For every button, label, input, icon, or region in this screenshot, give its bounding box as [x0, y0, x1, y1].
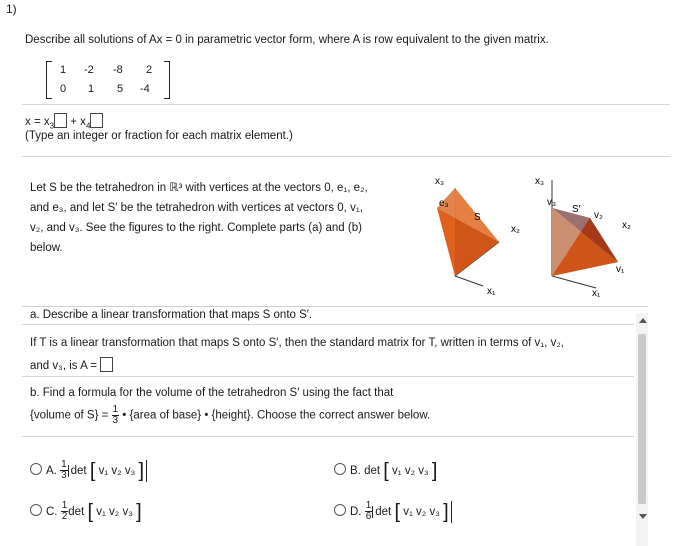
plus-x-label: + x: [70, 116, 86, 128]
matrix-cell: 0: [60, 83, 67, 95]
option-a[interactable]: [30, 460, 147, 483]
tetrahedron-s-prime-figure: [530, 168, 640, 298]
formula-right: • {area of base} • {height}. Choose the correct answer below.: [122, 409, 431, 422]
part-a-question-line2: [30, 357, 113, 372]
fig1-s-label: S: [474, 212, 481, 223]
fig1-x2-label: x₂: [511, 224, 520, 235]
answer-hint: (Type an integer or fraction for each matrix element.): [25, 130, 293, 142]
bracket-right: ]: [136, 501, 142, 523]
matrix-right-bracket: [164, 61, 170, 99]
radio-option-a[interactable]: [30, 463, 42, 475]
divider: [22, 436, 634, 437]
divider: [22, 104, 670, 105]
matrix-cell: -8: [113, 64, 123, 76]
matrix-a-answer-box[interactable]: [100, 357, 113, 372]
fraction-numerator: 1: [61, 500, 68, 512]
divider: [22, 376, 634, 377]
one-third-fraction: [112, 405, 120, 426]
bracket-right: ]: [138, 460, 147, 482]
option-letter: A.: [46, 465, 57, 477]
tetrahedron-s-figure: [425, 168, 525, 298]
bracket-left: [: [89, 460, 96, 482]
intro-line: below.: [30, 242, 63, 254]
fig2-v2-label: v₂: [594, 210, 603, 221]
option-det: det: [364, 465, 381, 477]
matrix-cell: -2: [84, 64, 94, 76]
option-vectors: v₁ v₂ v₃: [96, 506, 133, 518]
matrix-cell: 5: [117, 83, 124, 95]
bracket-right: ]: [431, 460, 438, 482]
fig2-v1-label: v₁: [616, 264, 625, 275]
part-b-title: b. Find a formula for the volume of the tetrahedron S′ using the fact that: [30, 387, 394, 399]
option-det: det: [372, 506, 391, 518]
option-det: det: [68, 506, 85, 518]
fig2-sprime-label: S′: [572, 204, 581, 215]
tetrahedron-intro: [30, 178, 415, 258]
fig1-x3-label: x₃: [435, 176, 445, 187]
fraction-denominator: 3: [112, 415, 119, 426]
intro-line: v₂, and v₃. See the figures to the right. Complete parts (a) and (b): [30, 222, 362, 234]
option-vectors: v₁ v₂ v₃: [403, 506, 440, 518]
part-a-prefix: and v₃, is A =: [30, 360, 98, 372]
matrix-left-bracket: [46, 61, 52, 99]
fig1-x1-label: x₁: [487, 286, 496, 297]
answer-box-x4[interactable]: [90, 113, 103, 128]
fraction-numerator: 1: [61, 459, 67, 471]
radio-option-d[interactable]: [334, 504, 346, 516]
intro-line: Let S be the tetrahedron in ℝ³ with vertices at the vectors 0, e₁, e₂,: [30, 182, 368, 194]
fig1-e3-label: e₃: [439, 198, 449, 209]
part-a-title: a. Describe a linear transformation that maps S onto S′.: [30, 309, 313, 321]
scroll-down-arrow-icon[interactable]: [639, 514, 647, 519]
radio-option-b[interactable]: [334, 463, 346, 475]
divider: [22, 306, 648, 307]
matrix-cell: 2: [146, 64, 153, 76]
matrix-cell: 1: [88, 83, 95, 95]
option-c[interactable]: [30, 501, 142, 524]
formula-left: {volume of S} =: [30, 409, 109, 422]
matrix-cell: 1: [60, 64, 67, 76]
matrix-cell: -4: [140, 83, 150, 95]
fraction-denominator: 2: [61, 511, 68, 523]
bracket-left: [: [383, 460, 389, 482]
bracket-right: ]: [443, 501, 452, 523]
fig2-x1-label: x₁: [592, 288, 601, 298]
x-eq-label: x = x: [25, 116, 50, 128]
option-d[interactable]: [334, 501, 452, 524]
option-b[interactable]: [334, 460, 437, 483]
bracket-left: [: [394, 501, 401, 523]
part1-prompt: Describe all solutions of Ax = 0 in parametric vector form, where A is row equivalent to the given matrix.: [25, 34, 549, 46]
scroll-up-arrow-icon[interactable]: [639, 318, 647, 323]
fig2-x2-label: x₂: [622, 220, 631, 231]
option-letter: B.: [350, 465, 361, 477]
fraction-denominator: 3: [61, 470, 67, 482]
scrollbar-thumb[interactable]: [638, 334, 646, 504]
option-vectors: v₁ v₂ v₃: [392, 465, 429, 477]
radio-option-c[interactable]: [30, 504, 42, 516]
fig2-v3-label: v₃: [547, 197, 557, 208]
x3-subscript: 3: [49, 121, 55, 131]
divider: [22, 324, 634, 325]
part-b-formula: [30, 405, 430, 426]
parametric-answer-line: [25, 113, 103, 130]
bracket-left: [: [87, 501, 94, 523]
option-fraction: [60, 460, 68, 481]
problem-number: 1): [6, 2, 17, 16]
fraction-numerator: 1: [112, 404, 119, 415]
divider: [22, 156, 670, 157]
fraction-numerator: 1: [365, 500, 372, 512]
option-letter: C.: [46, 506, 58, 518]
fig2-x3-label: x₃: [535, 176, 545, 187]
option-vectors: v₁ v₂ v₃: [98, 465, 136, 477]
option-letter: D.: [350, 506, 362, 518]
part-a-question-line1: If T is a linear transformation that maps S onto S′, then the standard matrix for T, written in terms of v₁, v₂,: [30, 337, 564, 349]
fraction-denominator: 6: [365, 511, 372, 523]
answer-box-x3[interactable]: [54, 113, 67, 128]
option-det: det: [68, 465, 87, 477]
intro-line: and e₃, and let S′ be the tetrahedron with vertices at vectors 0, v₁,: [30, 202, 363, 214]
x4-subscript: 4: [85, 121, 91, 131]
